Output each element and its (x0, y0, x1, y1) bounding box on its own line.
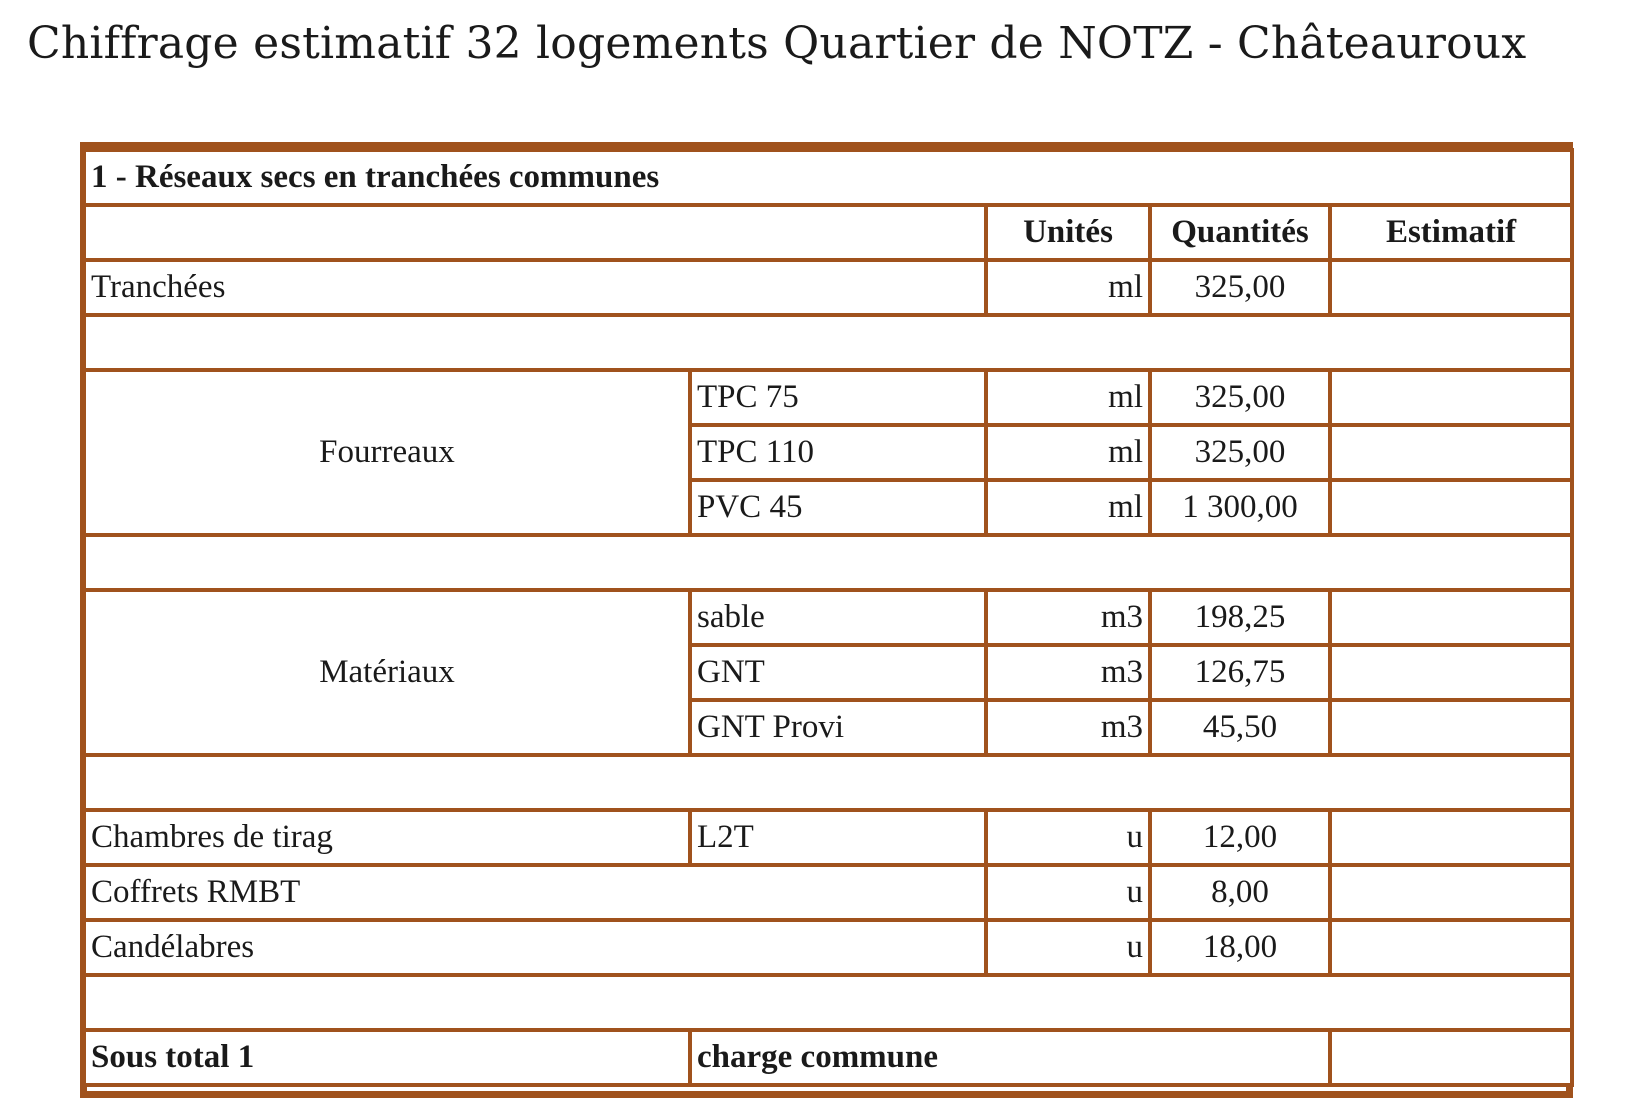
row-label-coffrets: Coffrets RMBT (86, 867, 984, 918)
estimate-table (82, 148, 1574, 1087)
spacer-row (86, 977, 1570, 1028)
spacer-row (86, 757, 1570, 808)
subtotal-label: Sous total 1 (86, 1032, 688, 1083)
column-header-row (86, 207, 1570, 258)
spacer-cell (86, 977, 1570, 1028)
estimate-cell (1332, 922, 1570, 973)
row-label-tranchees: Tranchées (86, 262, 984, 313)
quantity-cell: 1 300,00 (1152, 482, 1328, 533)
column-header-quantites: Quantités (1152, 207, 1328, 258)
spacer-row (86, 537, 1570, 588)
section-heading: 1 - Réseaux secs en tranchées communes (86, 152, 1570, 203)
column-header-estimatif: Estimatif (1332, 207, 1570, 258)
quantity-cell: 325,00 (1152, 262, 1328, 313)
group-label-fourreaux: Fourreaux (86, 372, 688, 533)
estimate-cell (1332, 592, 1570, 643)
quantity-cell: 126,75 (1152, 647, 1328, 698)
estimate-cell (1332, 427, 1570, 478)
spacer-cell (86, 317, 1570, 368)
quantity-cell: 325,00 (1152, 427, 1328, 478)
subtotal-row (86, 1032, 1570, 1083)
spacer-cell (86, 757, 1570, 808)
quantity-cell: 198,25 (1152, 592, 1328, 643)
item-label: PVC 45 (692, 482, 984, 533)
estimate-cell (1332, 372, 1570, 423)
spacer-cell (86, 537, 1570, 588)
unit-cell: ml (988, 482, 1148, 533)
estimate-cell (1332, 812, 1570, 863)
quantity-cell: 8,00 (1152, 867, 1328, 918)
header-blank (86, 207, 984, 258)
row-label-candelabres: Candélabres (86, 922, 984, 973)
unit-cell: m3 (988, 702, 1148, 753)
unit-cell: ml (988, 262, 1148, 313)
table-row (86, 372, 1570, 423)
estimate-cell (1332, 647, 1570, 698)
subtotal-estimate-cell (1332, 1032, 1570, 1083)
column-header-unites: Unités (988, 207, 1148, 258)
unit-cell: ml (988, 427, 1148, 478)
quantity-cell: 45,50 (1152, 702, 1328, 753)
quantity-cell: 12,00 (1152, 812, 1328, 863)
subtotal-note: charge commune (692, 1032, 1328, 1083)
unit-cell: u (988, 812, 1148, 863)
unit-cell: m3 (988, 592, 1148, 643)
table-row (86, 592, 1570, 643)
estimate-cell (1332, 482, 1570, 533)
section-heading-row (86, 152, 1570, 203)
quantity-cell: 18,00 (1152, 922, 1328, 973)
table-row (86, 262, 1570, 313)
estimate-cell (1332, 867, 1570, 918)
spacer-row (86, 317, 1570, 368)
quantity-cell: 325,00 (1152, 372, 1328, 423)
item-label: L2T (692, 812, 984, 863)
item-label: TPC 110 (692, 427, 984, 478)
item-label: GNT (692, 647, 984, 698)
table-row (86, 867, 1570, 918)
unit-cell: m3 (988, 647, 1148, 698)
unit-cell: u (988, 867, 1148, 918)
row-label-chambres: Chambres de tirag (86, 812, 688, 863)
item-label: sable (692, 592, 984, 643)
estimate-cell (1332, 702, 1570, 753)
table-row (86, 922, 1570, 973)
item-label: GNT Provi (692, 702, 984, 753)
estimate-cell (1332, 262, 1570, 313)
item-label: TPC 75 (692, 372, 984, 423)
unit-cell: u (988, 922, 1148, 973)
group-label-materiaux: Matériaux (86, 592, 688, 753)
page-title: Chiffrage estimatif 32 logements Quartier de NOTZ - Châteauroux (27, 18, 1527, 69)
table-row (86, 812, 1570, 863)
unit-cell: ml (988, 372, 1148, 423)
